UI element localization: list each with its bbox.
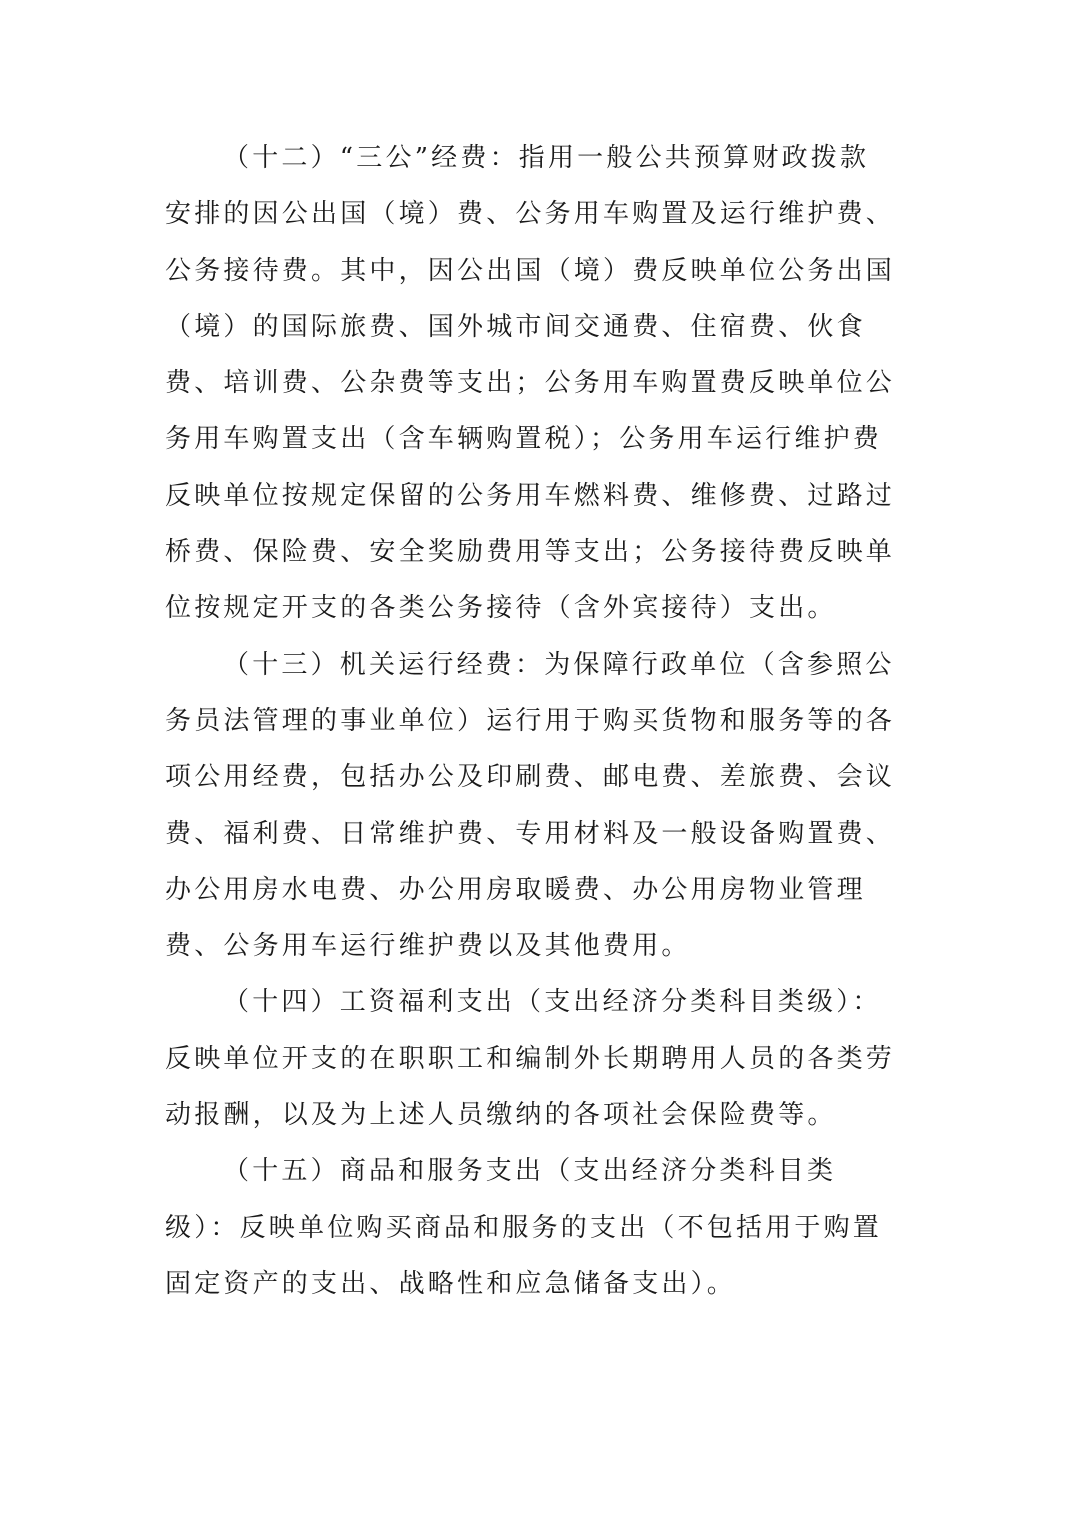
document-body (165, 130, 896, 1312)
text-line: （十二）“三公”经费：指用一般公共预算财政拨款 (223, 143, 870, 173)
text-line: 反映单位按规定保留的公务用车燃料费、维修费、过路过 (165, 480, 896, 511)
text-line: （十三）机关运行经费：为保障行政单位（含参照公 (223, 649, 895, 680)
text-line: 桥费、保险费、安全奖励费用等支出；公务接待费反映单 (165, 537, 896, 568)
text-line: 务用车购置支出（含车辆购置税）；公务用车运行维护费 (165, 424, 883, 455)
text-line: 办公用房水电费、办公用房取暖费、办公用房物业管理 (165, 874, 866, 905)
paragraph-goods-services-expenditure (165, 1143, 890, 1312)
text-line: 固定资产的支出、战略性和应急储备支出）。 (165, 1268, 737, 1299)
text-line: 位按规定开支的各类公务接待（含外宾接待）支出。 (165, 593, 837, 624)
text-line: （十四）工资福利支出（支出经济分类科目类级）： (223, 987, 882, 1018)
text-line: 费、公务用车运行维护费以及其他费用。 (165, 931, 691, 962)
text-line: （十五）商品和服务支出（支出经济分类科目类 (223, 1156, 837, 1187)
text-line: 务员法管理的事业单位）运行用于购买货物和服务等的各 (165, 705, 896, 736)
text-line: 项公用经费，包括办公及印刷费、邮电费、差旅费、会议 (165, 762, 896, 793)
text-line: 反映单位开支的在职职工和编制外长期聘用人员的各类劳 (165, 1043, 896, 1074)
text-line: 费、福利费、日常维护费、专用材料及一般设备购置费、 (165, 818, 896, 849)
paragraph-three-public-expenses (165, 130, 896, 637)
text-line: 级）：反映单位购买商品和服务的支出（不包括用于购置 (165, 1212, 883, 1243)
text-line: 动报酬，以及为上述人员缴纳的各项社会保险费等。 (165, 1100, 837, 1131)
text-line: （境）的国际旅费、国外城市间交通费、住宿费、伙食 (165, 311, 866, 342)
paragraph-agency-operating-expenses (165, 637, 896, 975)
text-line: 公务接待费。其中，因公出国（境）费反映单位公务出国 (165, 255, 896, 286)
paragraph-wages-welfare-expenditure (165, 974, 896, 1143)
text-line: 费、培训费、公杂费等支出；公务用车购置费反映单位公 (165, 368, 896, 399)
text-line: 安排的因公出国（境）费、公务用车购置及运行维护费、 (165, 199, 896, 230)
